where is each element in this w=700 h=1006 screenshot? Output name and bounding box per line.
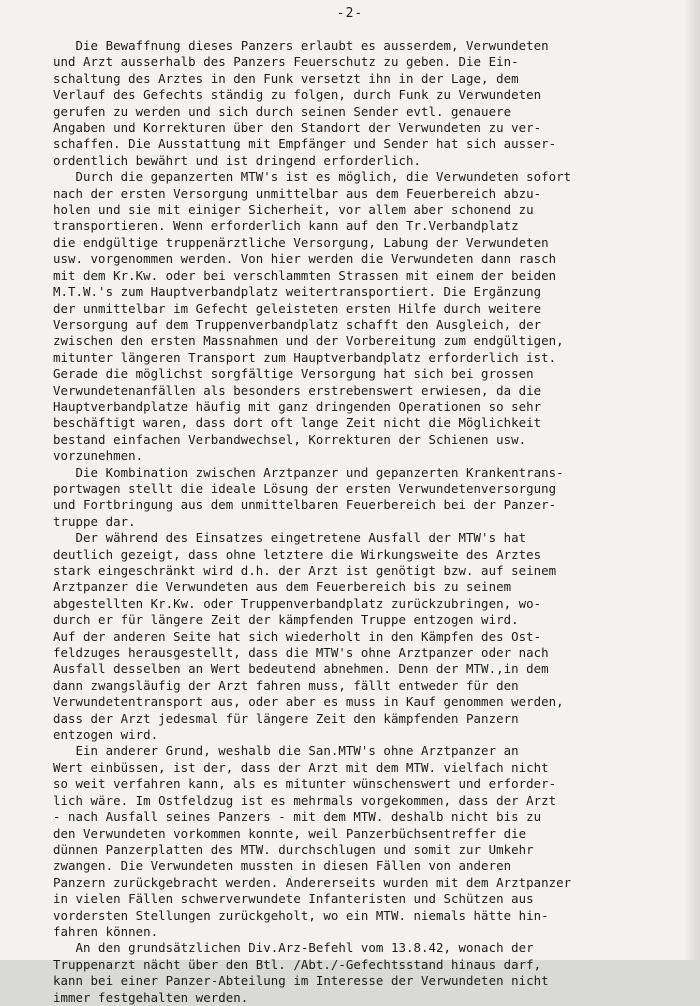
text-line: An den grundsätzlichen Div.Arz-Befehl vom 13.8.42, wonach der <box>53 940 534 956</box>
text-line: stark eingeschränkt wird d.h. der Arzt ist genötigt bzw. auf seinem <box>53 563 557 578</box>
text-line: kann bei einer Panzer-Abteilung im Interesse der Verwundeten nicht <box>53 973 549 989</box>
text-line: deutlich gezeigt, dass ohne letztere die Wirkungsweite des Arztes <box>53 546 542 562</box>
text-line: transportieren. Wenn erforderlich kann auf den Tr.Verbandplatz <box>53 218 519 234</box>
text-line: holen und sie mit einiger Sicherheit, vor allem aber schonend zu <box>53 202 534 218</box>
text-line: Die Kombination zwischen Arztpanzer und gepanzerten Krankentrans- <box>53 464 564 480</box>
text-line: truppe dar. <box>53 513 136 529</box>
text-line: abgestellten Kr.Kw. oder Truppenverbandplatz zurückzubringen, wo- <box>53 595 542 611</box>
text-line: nach der ersten Versorgung unmittelbar aus dem Feuerbereich abzu- <box>53 185 542 201</box>
text-line: zwischen den ersten Massnahmen und der Vorbereitung zum endgültigen, <box>53 333 564 349</box>
text-line: Verlauf des Gefechts ständig zu folgen, durch Funk zu Verwundeten <box>53 87 542 103</box>
text-line: Der während des Einsatzes eingetretene Ausfall der MTW's hat <box>53 530 527 546</box>
text-line: Durch die gepanzerten MTW's ist es möglich, die Verwundeten sofort <box>53 169 572 185</box>
text-line: so weit verfahren kann, als es mitunter wünschenswert und erforder- <box>53 776 557 792</box>
page-number: -2- <box>336 6 364 21</box>
page-edge-shadow <box>684 0 700 960</box>
text-line: feldzuges herausgestellt, dass die MTW's ohne Arztpanzer oder nach <box>53 645 549 661</box>
text-line: portwagen stellt die ideale Lösung der ersten Verwundetenversorgung <box>53 480 557 496</box>
text-line: vordersten Stellungen zurückgeholt, wo ein MTW. niemals hätte hin- <box>53 907 549 923</box>
text-line: mit dem Kr.Kw. oder bei verschlammten Strassen mit einem der beiden <box>53 267 557 283</box>
text-line: vorzunehmen. <box>53 448 144 464</box>
text-line: Ausfall desselben an Wert bedeutend abnehmen. Denn der MTW.,in dem <box>53 661 549 677</box>
text-line: dass der Arzt jedesmal für längere Zeit den kämpfenden Panzern <box>53 710 519 726</box>
text-line: Arztpanzer die Verwundeten aus dem Feuerbereich bis zu seinem <box>53 579 512 595</box>
text-line: immer festgehalten werden. <box>53 989 249 1005</box>
text-line: dünnen Panzerplatten des MTW. durchschlugen und somit zur Umkehr <box>53 841 534 857</box>
text-line: durch er für längere Zeit der kämpfenden Truppe entzogen wird. <box>53 612 519 628</box>
text-line: bestand einfachen Verbandwechsel, Korrekturen der Schienen usw. <box>53 431 527 447</box>
text-line: in vielen Fällen schwerverwundete Infanteristen und Schützen aus <box>53 891 534 907</box>
text-line: schaltung des Arztes in den Funk versetzt ihn in der Lage, dem <box>53 70 519 86</box>
text-line: Panzern zurückgebracht werden. Andererseits wurden mit dem Arztpanzer <box>53 874 572 890</box>
text-line: der unmittelbar im Gefecht geleisteten ersten Hilfe durch weitere <box>53 300 542 316</box>
text-line: Die Bewaffnung dieses Panzers erlaubt es ausserdem, Verwundeten <box>53 38 549 53</box>
text-line: entzogen wird. <box>53 727 159 743</box>
text-line: Hauptverbandplatze häufig mit ganz dringenden Operationen so sehr <box>53 398 542 414</box>
text-line: ordentlich bewährt und ist dringend erforderlich. <box>53 152 421 168</box>
text-line: gerufen zu werden und sich durch seinen Sender evtl. genauere <box>53 103 512 119</box>
text-line: dann zwangsläufig der Arzt fahren muss, fällt entweder für den <box>53 677 519 693</box>
text-line: und Fortbringung aus dem unmittelbaren Feuerbereich bei der Panzer- <box>53 497 557 513</box>
text-line: beschäftigt waren, dass dort oft lange Zeit nicht die Möglichkeit <box>53 415 542 431</box>
text-line: Wert einbüssen, ist der, dass der Arzt mit dem MTW. vielfach nicht <box>53 759 549 775</box>
text-line: Auf der anderen Seite hat sich wiederholt in den Kämpfen des Ost- <box>53 628 542 644</box>
text-line: Gerade die möglichst sorgfältige Versorgung hat sich bei grossen <box>53 366 534 382</box>
text-line: und Arzt ausserhalb des Panzers Feuerschutz zu geben. Die Ein- <box>53 54 519 70</box>
text-line: den Verwundeten vorkommen konnte, weil Panzerbüchsentreffer die <box>53 825 527 841</box>
text-line: M.T.W.'s zum Hauptverbandplatz weitertransportiert. Die Ergänzung <box>53 284 542 300</box>
text-line: - nach Ausfall seines Panzers - mit dem MTW. deshalb nicht bis zu <box>53 809 542 825</box>
text-line: Verwundetenanfällen als besonders erstrebenswert erwiesen, da die <box>53 382 542 398</box>
text-line: lich wäre. Im Ostfeldzug ist es mehrmals vorgekommen, dass der Arzt <box>53 792 557 808</box>
text-line: Versorgung auf dem Truppenverbandplatz schafft den Ausgleich, der <box>53 316 542 332</box>
text-line: schaffen. Die Ausstattung mit Empfänger und Sender hat sich ausser- <box>53 136 557 152</box>
body-text <box>53 38 683 1006</box>
text-line: zwangen. Die Verwundeten mussten in diesen Fällen von anderen <box>53 858 512 874</box>
text-line: Angaben und Korrekturen über den Standort der Verwundeten zu ver- <box>53 120 542 136</box>
text-line: die endgültige truppenärztliche Versorgung, Labung der Verwundeten <box>53 234 549 250</box>
text-line: Truppenarzt nächt über den Btl. /Abt./-Gefechtsstand hinaus darf, <box>53 956 542 972</box>
text-line: usw. vorgenommen werden. Von hier werden die Verwundeten dann rasch <box>53 251 557 267</box>
text-line: Verwundetentransport aus, oder aber es muss in Kauf genommen werden, <box>53 694 564 710</box>
text-line: mitunter längeren Transport zum Hauptverbandplatz erforderlich ist. <box>53 349 557 365</box>
text-line: Ein anderer Grund, weshalb die San.MTW's ohne Arztpanzer an <box>53 743 519 759</box>
text-line: fahren können. <box>53 923 159 939</box>
